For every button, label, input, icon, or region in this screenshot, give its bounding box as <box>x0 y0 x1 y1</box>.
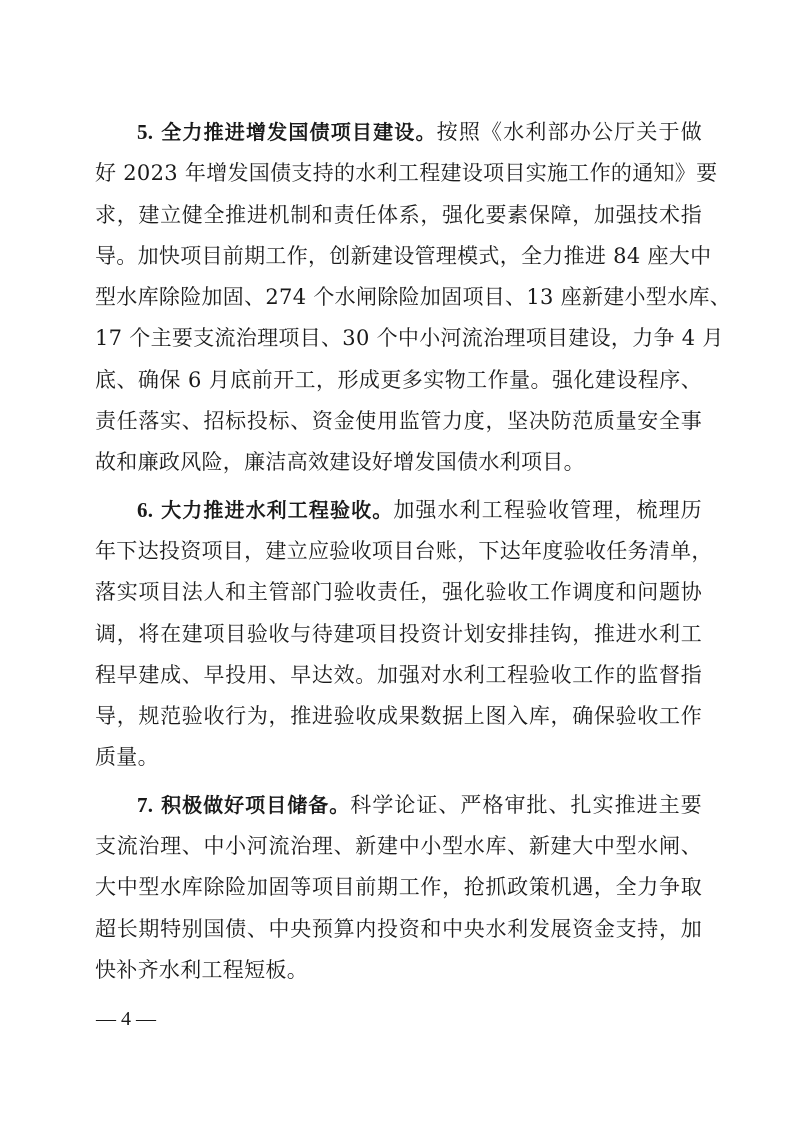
paragraph-6-line-4: 调，将在建项目验收与待建项目投资计划安排挂钩，推进水利工 <box>95 621 702 646</box>
paragraph-7-text: 科学论证、严格审批、扎实推进主要 <box>350 792 702 817</box>
paragraph-5-line-3: 求，建立健全推进机制和责任体系，强化要素保障，加强技术指 <box>95 202 702 227</box>
paragraph-6-text: 加强水利工程验收管理，梳理历 <box>393 497 702 522</box>
paragraph-5-line-9: 故和廉政风险，廉洁高效建设好增发国债水利项目。 <box>95 450 585 475</box>
paragraph-6-number: 6. <box>137 497 154 522</box>
paragraph-6-line-6: 导，规范验收行为，推进验收成果数据上图入库，确保验收工作 <box>95 704 702 729</box>
paragraph-6-line-3: 落实项目法人和主管部门验收责任，强化验收工作调度和问题协 <box>95 580 702 605</box>
paragraph-5-number: 5. <box>137 120 154 144</box>
paragraph-6-line-2: 年下达投资项目，建立应验收项目台账，下达年度验收任务清单， <box>95 538 713 563</box>
paragraph-7-line-5: 快补齐水利工程短板。 <box>95 957 308 982</box>
paragraph-7-line-3: 大中型水库除险加固等项目前期工作，抢抓政策机遇，全力争取 <box>95 875 702 900</box>
paragraph-6-heading: 大力推进水利工程验收。 <box>161 497 394 522</box>
paragraph-5-line-5: 型水库除险加固、274 个水闸除险加固项目、13 座新建小型水库、 <box>95 285 732 310</box>
paragraph-6-line-1 <box>95 490 702 531</box>
paragraph-7-number: 7. <box>137 792 154 817</box>
paragraph-5-line-1 <box>95 112 702 153</box>
paragraph-7 <box>95 785 702 991</box>
document-body <box>95 112 732 991</box>
paragraph-5-line-8: 责任落实、招标投标、资金使用监管力度，坚决防范质量安全事 <box>95 409 702 434</box>
paragraph-7-line-4: 超长期特别国债、中央预算内投资和中央水利发展资金支持，加 <box>95 916 702 941</box>
paragraph-6-line-5: 程早建成、早投用、早达效。加强对水利工程验收工作的监督指 <box>95 662 702 687</box>
paragraph-5-line-6: 17 个主要支流治理项目、30 个中小河流治理项目建设，力争 4 月 <box>95 326 724 351</box>
paragraph-7-heading: 积极做好项目储备。 <box>161 792 351 817</box>
paragraph-5-line-7: 底、确保 6 月底前开工，形成更多实物工作量。强化建设程序、 <box>95 367 702 392</box>
paragraph-5-line-2: 好 2023 年增发国债支持的水利工程建设项目实施工作的通知》要 <box>95 161 718 186</box>
paragraph-7-line-2: 支流治理、中小河流治理、新建中小型水库、新建大中型水闸、 <box>95 834 702 859</box>
paragraph-5 <box>95 112 732 484</box>
paragraph-6-line-7: 质量。 <box>95 745 159 770</box>
paragraph-7-line-1 <box>95 785 702 826</box>
paragraph-6 <box>95 490 713 779</box>
page-number: — 4 — <box>96 1008 156 1030</box>
paragraph-5-line-4: 导。加快项目前期工作，创新建设管理模式，全力推进 84 座大中 <box>95 243 712 268</box>
paragraph-5-heading: 全力推进增发国债项目建设。 <box>161 120 437 144</box>
paragraph-5-text: 按照《水利部办公厅关于做 <box>436 120 702 144</box>
